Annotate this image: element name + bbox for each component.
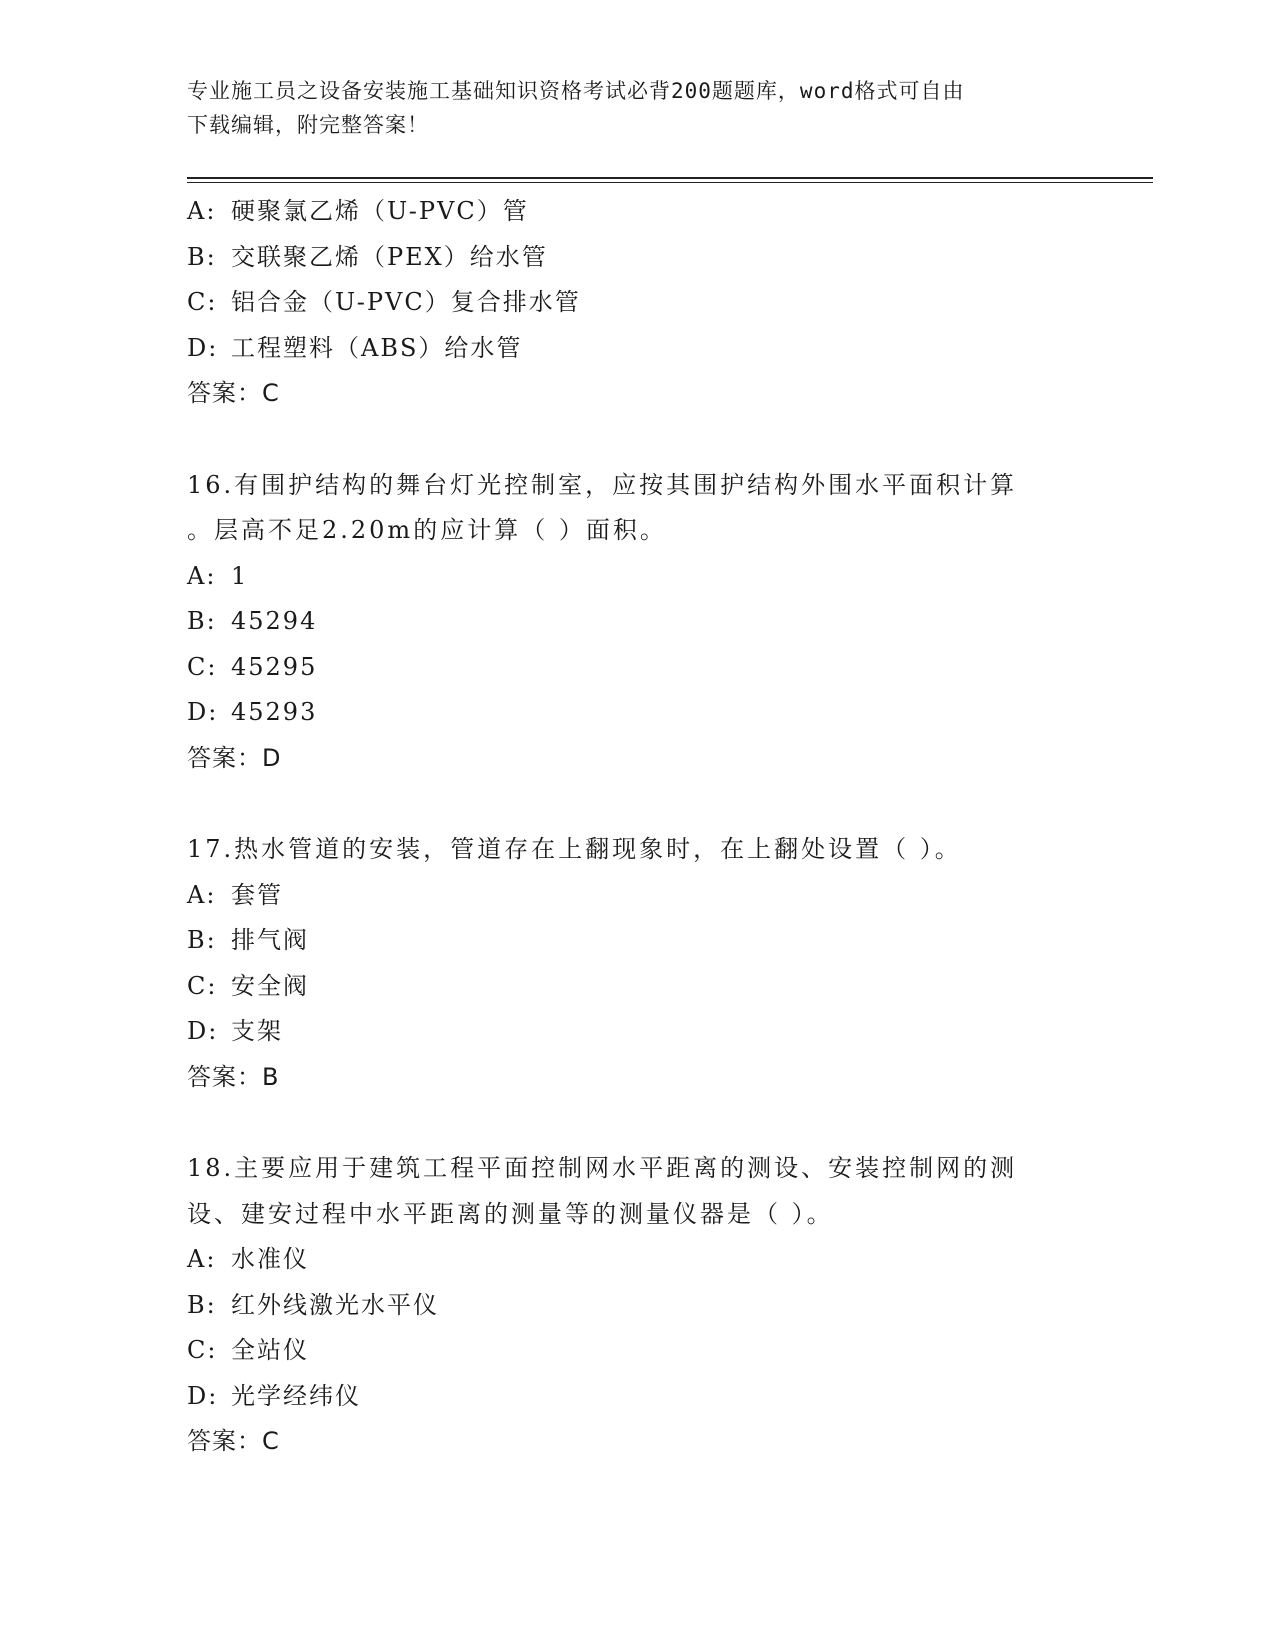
option-a: A: 套管 <box>187 880 283 909</box>
option-a: A: 硬聚氯乙烯（U-PVC）管 <box>187 197 529 225</box>
option-c: C: 安全阀 <box>187 971 309 1000</box>
question-stem: 16.有围护结构的舞台灯光控制室，应按其围护结构外围水平面积计算 。层高不足2.20m的应计算（ ）面积。 <box>187 470 1018 544</box>
question-18 <box>187 1146 1087 1465</box>
answer-15: 答案：C <box>187 379 280 407</box>
option-d: D: 光学经纬仪 <box>187 1381 361 1410</box>
option-c: C: 45295 <box>187 652 318 681</box>
option-b: B: 45294 <box>187 607 318 635</box>
option-c: C: 铝合金（U-PVC）复合排水管 <box>187 288 581 316</box>
option-b: B: 红外线激光水平仪 <box>187 1290 439 1319</box>
option-b: B: 交联聚乙烯（PEX）给水管 <box>187 242 548 271</box>
header-divider-thin <box>187 182 1153 183</box>
answer-18: 答案：C <box>187 1427 280 1455</box>
option-d: D: 支架 <box>187 1017 283 1045</box>
header-line-2: 下载编辑，附完整答案！ <box>187 113 429 137</box>
answer-16: 答案：D <box>187 743 282 772</box>
answer-17: 答案：B <box>187 1062 280 1091</box>
option-b: B: 排气阀 <box>187 926 309 954</box>
option-a: A: 1 <box>187 561 249 590</box>
option-d: D: 工程塑料（ABS）给水管 <box>187 333 523 362</box>
question-16 <box>187 463 1087 782</box>
question-list <box>187 189 1087 1465</box>
header-divider-thick <box>187 177 1153 179</box>
question-stem: 17.热水管道的安装，管道存在上翻现象时，在上翻处设置（ ）。 <box>187 835 962 863</box>
question-stem: 18.主要应用于建筑工程平面控制网水平距离的测设、安装控制网的测 设、建安过程中水平距离的测量等的测量仪器是（ ）。 <box>187 1154 1018 1228</box>
question-17 <box>187 827 1087 1100</box>
question-15 <box>187 189 1087 417</box>
option-a: A: 水准仪 <box>187 1245 309 1273</box>
option-c: C: 全站仪 <box>187 1336 309 1364</box>
header-line-1: 专业施工员之设备安装施工基础知识资格考试必背200题题库，word格式可自由 <box>187 79 965 103</box>
option-d: D: 45293 <box>187 698 318 726</box>
document-header <box>187 74 1087 142</box>
